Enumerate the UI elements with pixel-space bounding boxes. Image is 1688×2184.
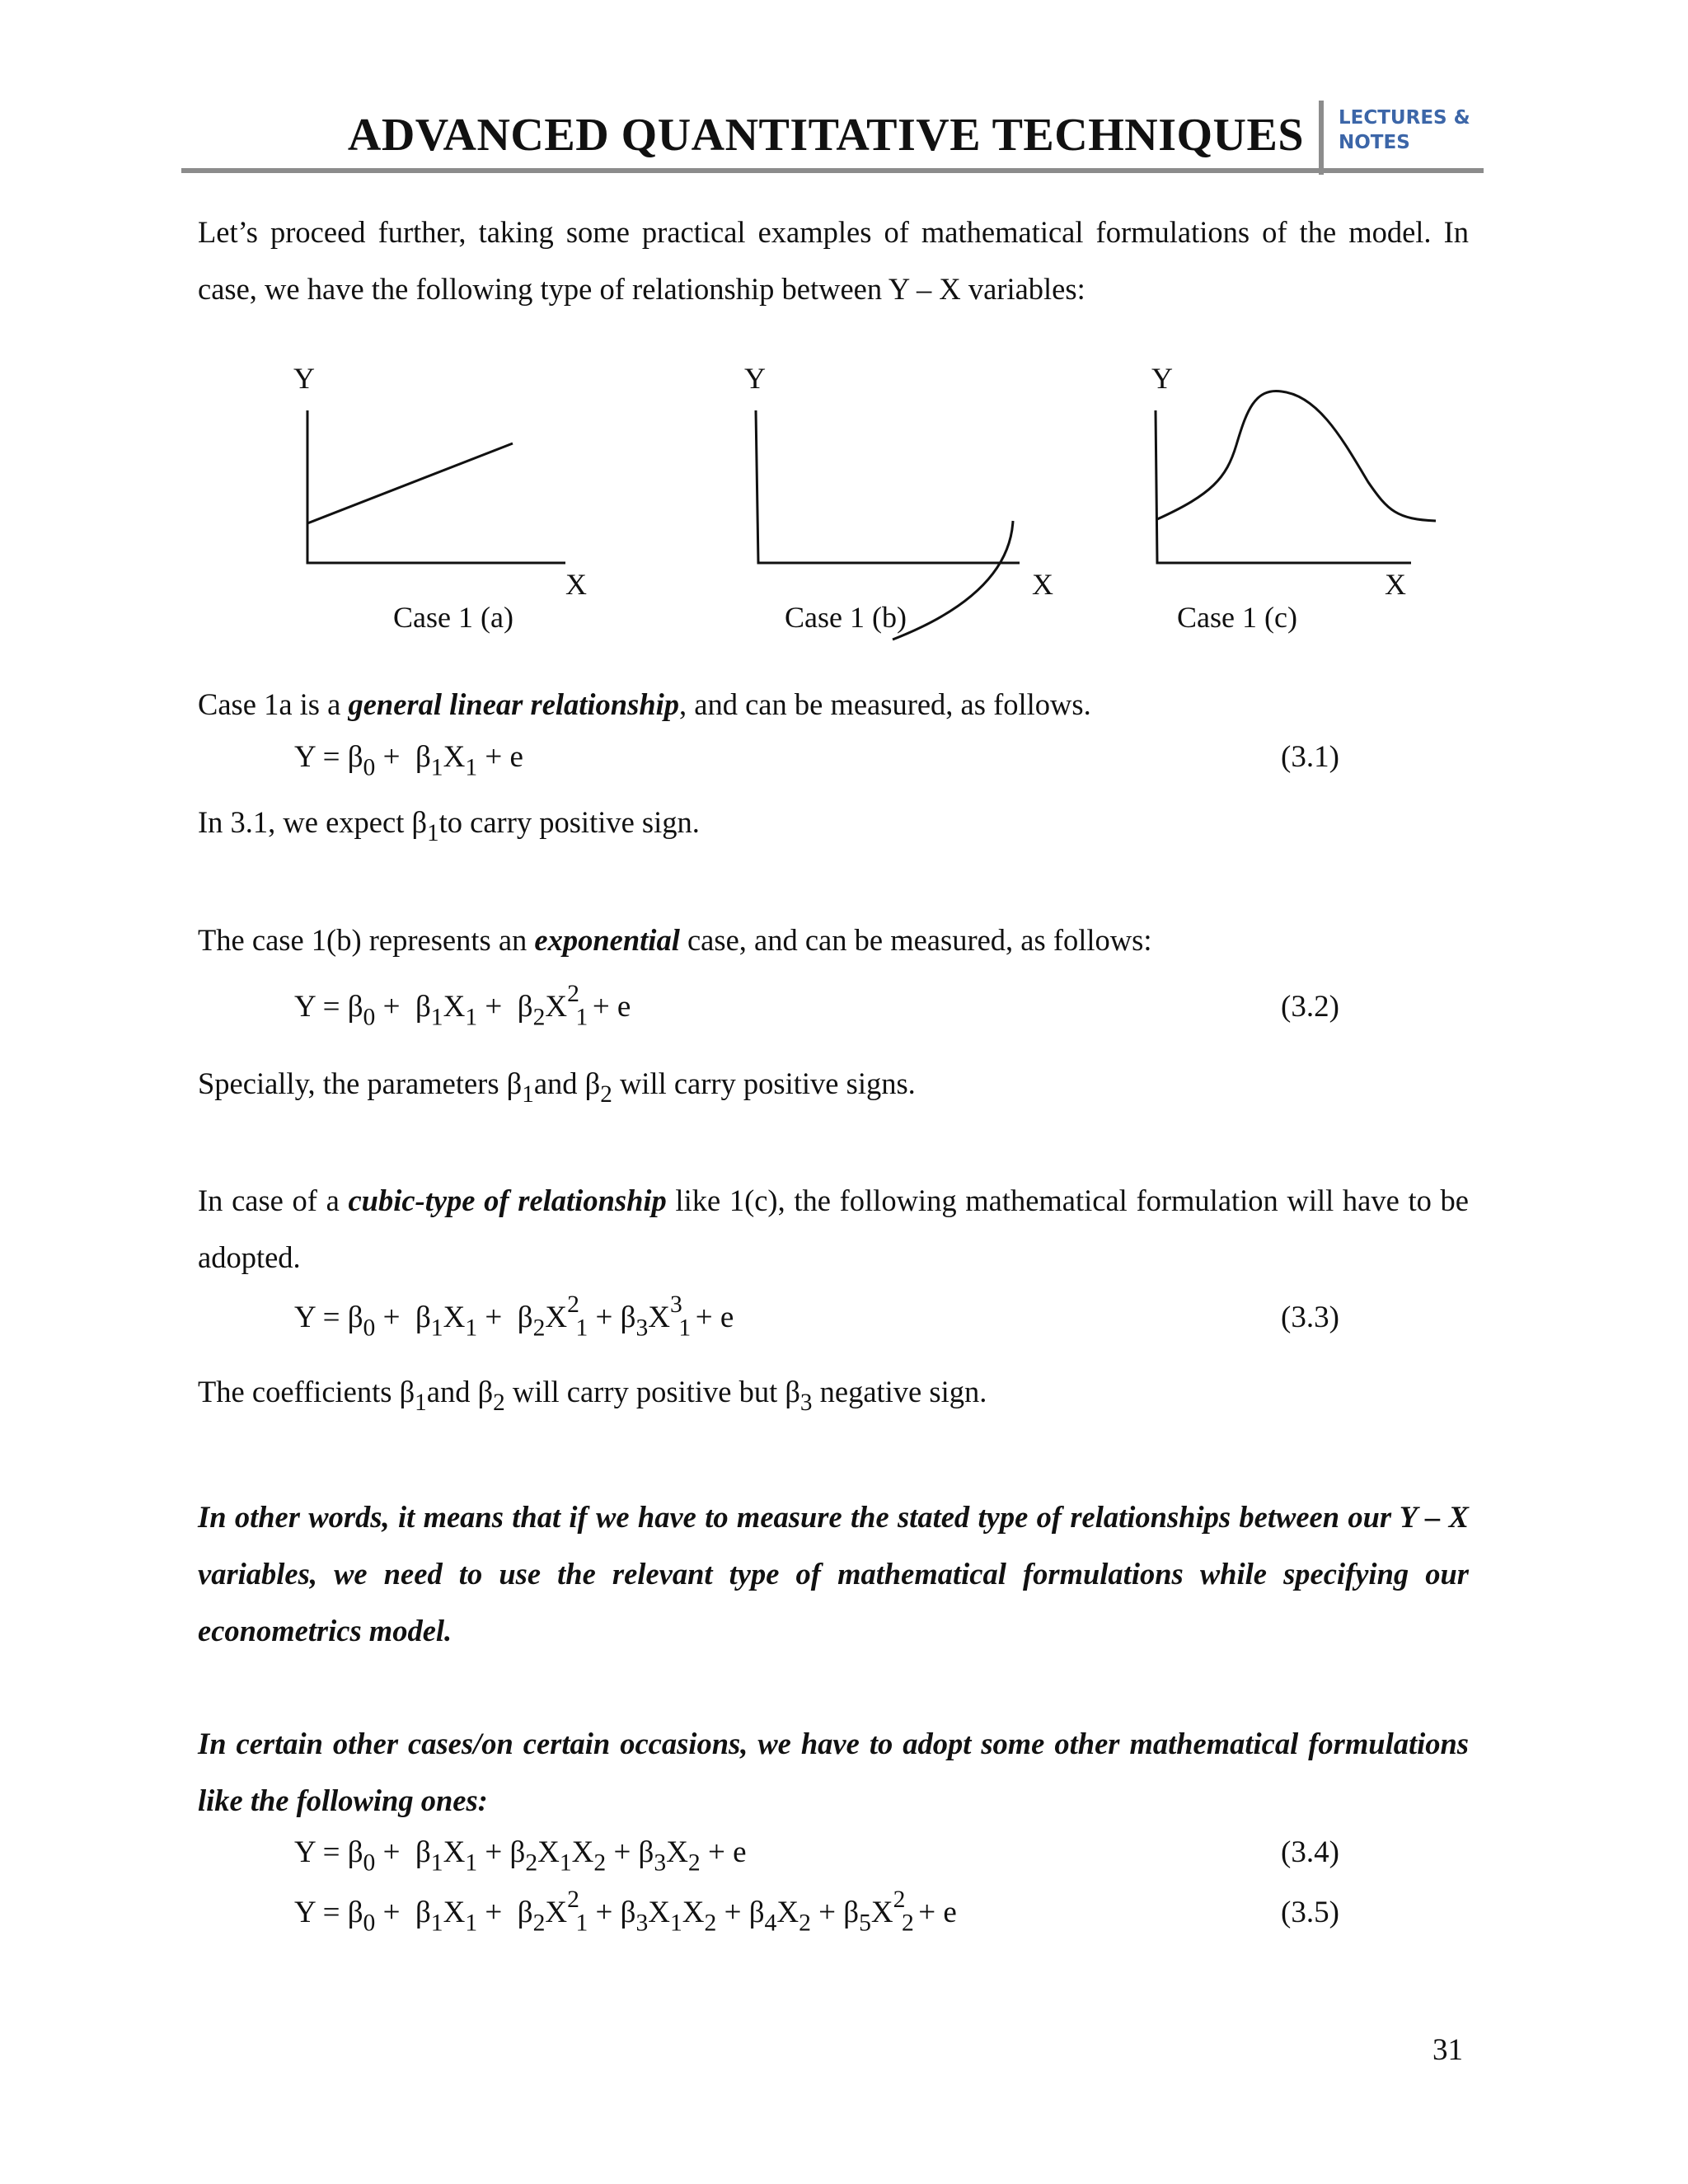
equation-3-3-number: (3.3) (1281, 1301, 1339, 1334)
header-title: ADVANCED QUANTITATIVE TECHNIQUES (347, 110, 1304, 161)
equation-3-4-number: (3.4) (1281, 1835, 1339, 1869)
equation-3-1-number: (3.1) (1281, 740, 1339, 774)
intro-paragraph: Let’s proceed further, taking some practical examples of mathematical formulations of the model. In case, we have the following type of relationship between Y – X variables: (198, 215, 1469, 306)
axes-case-1a (307, 410, 565, 563)
case-1b-note: Specially, the parameters $\beta_1and$ $\beta_2$ will carry positive signs. (198, 1066, 916, 1108)
equation-3-2: $Y = \beta_0 + \beta_1X_1 + \beta_2X^2_1 + e$ (294, 981, 631, 1031)
cubic-curve (1157, 391, 1436, 521)
x-axis-label-1a: X (565, 568, 587, 601)
y-axis-label-1a: Y (293, 362, 315, 395)
axes-case-1b (756, 410, 1020, 563)
equation-3-4: $Y = \beta_0 + \beta_1X_1 + \beta_2X_1X_2 + \beta_3X_2 + e$ (294, 1835, 747, 1877)
equation-3-3: $Y = \beta_0 + \beta_1X_1 + \beta_2X^2_1 + \beta_3X^3_1 + e$ (294, 1291, 734, 1342)
caption-case-1c: Case 1 (c) (1177, 601, 1297, 634)
equation-3-5: $Y = \beta_0 + \beta_1X_1 + \beta_2X^2_1 + \beta_3X_1X_2 + \beta_4X_2 + \beta_5X^2_2 + e$ (294, 1886, 957, 1937)
emphasis-paragraph-2: In certain other cases/on certain occasions, we have to adopt some other mathematical formulations like the following ones: (198, 1727, 1469, 1817)
x-axis-label-1b: X (1032, 568, 1053, 601)
header-side-label (1339, 105, 1470, 155)
case-1c-description: In case of a cubic-type of relationship like 1(c), the following mathematical formulation will have to be adopted. (198, 1183, 1469, 1274)
page-number: 31 (1432, 2033, 1463, 2067)
equation-3-2-number: (3.2) (1281, 990, 1339, 1024)
case-1b-description: The case 1(b) represents an exponential case, and can be measured, as follows: (198, 923, 1152, 957)
header-side-line-2: NOTES (1339, 132, 1410, 153)
caption-case-1a: Case 1 (a) (393, 601, 513, 634)
case-1a-note: In 3.1, we expect $\beta_1to$ carry positive sign. (198, 805, 700, 847)
figure-case-1a (307, 410, 565, 563)
case-1a-emphasis: general linear relationship (348, 687, 680, 721)
figure-case-1c (1156, 391, 1436, 563)
linear-curve (307, 443, 513, 523)
equation-3-5-number: (3.5) (1281, 1896, 1339, 1929)
exponential-curve (893, 521, 1013, 640)
case-1c-emphasis: cubic-type of relationship (348, 1183, 667, 1217)
case-1a-description: Case 1a is a general linear relationship, and can be measured, as follows. (198, 687, 1091, 721)
case-1b-emphasis: exponential (534, 923, 680, 957)
header-separator (1319, 101, 1324, 175)
header-rule (181, 168, 1484, 173)
x-axis-label-1c: X (1385, 568, 1406, 601)
y-axis-label-1b: Y (744, 362, 766, 395)
emphasis-paragraph-1: In other words, it means that if we have to measure the stated type of relationships between our Y – X variables, we need to use the relevant type of mathematical formulations while specifying our econometrics model. (198, 1500, 1469, 1647)
equation-3-1: $Y = \beta_0 + \beta_1X_1 + e$ (294, 740, 523, 781)
y-axis-label-1c: Y (1151, 362, 1173, 395)
caption-case-1b: Case 1 (b) (785, 601, 907, 634)
case-1c-note: The coefficients $\beta_1and$ $\beta_2$ will carry positive but $\beta_3$ negative sign. (198, 1375, 987, 1417)
header-side-line-1: LECTURES & (1339, 107, 1470, 129)
page-header (181, 97, 1484, 180)
